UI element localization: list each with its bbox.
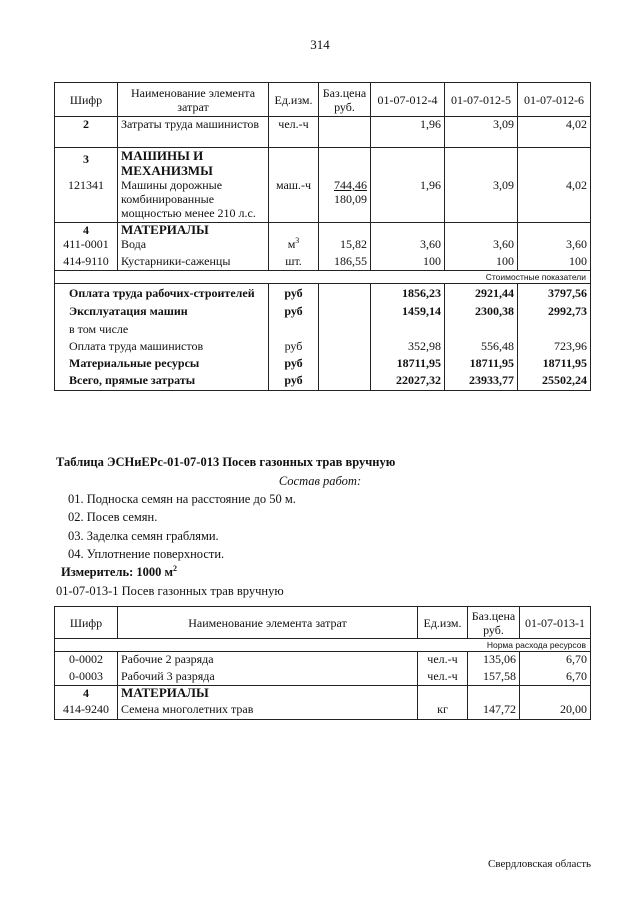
table-row: [55, 669, 591, 686]
summary-row: [55, 300, 591, 320]
cell-value: 3,09: [445, 117, 518, 148]
cell-name: Кустарники-саженцы: [118, 254, 269, 271]
cell-price: 186,55: [319, 254, 371, 271]
cell-name: Вода: [118, 237, 269, 254]
cell-value: 6,70: [520, 669, 591, 686]
cell-value: 100: [371, 254, 445, 271]
summary-row: [55, 356, 591, 373]
table-title: Таблица ЭСНиЕРс-01-07-013 Посев газонных трав вручную: [56, 455, 396, 469]
cell-name: Семена многолетних трав: [118, 702, 418, 720]
cell-price: 135,06: [468, 652, 520, 669]
table-row: [55, 117, 591, 148]
col-header: Шифр: [55, 83, 118, 117]
region-footer: Свердловская область: [488, 858, 592, 870]
col-header: Наименование элемента затрат: [118, 83, 269, 117]
summary-name: Эксплуатация машин: [55, 300, 269, 320]
cell-value: 3,09: [445, 178, 518, 222]
cell-value: 3,60: [371, 237, 445, 254]
summary-name: Оплата труда рабочих-строителей: [55, 284, 269, 301]
cell-unit: чел.-ч: [418, 669, 468, 686]
summary-name: Оплата труда машинистов: [55, 339, 269, 356]
summary-value: 1856,23: [371, 284, 445, 301]
col-header: Наименование элемента затрат: [118, 607, 418, 639]
col-header: 01-07-013-1: [520, 607, 591, 639]
section-row: [55, 686, 591, 702]
table-row: [55, 652, 591, 669]
summary-unit: руб: [269, 356, 319, 373]
cell-unit: $м^3$: [269, 237, 319, 254]
summary-row: [55, 284, 591, 301]
summary-value: 352,98: [371, 339, 445, 356]
summary-unit: руб: [269, 373, 319, 390]
page-number: 314: [310, 37, 330, 52]
col-header: Шифр: [55, 607, 118, 639]
norm-caption: Норма расхода ресурсов: [55, 639, 591, 652]
cell-name: Рабочий 3 разряда: [118, 669, 418, 686]
cost-caption-row: [55, 271, 591, 284]
work-item: 04. Уплотнение поверхности.: [68, 547, 225, 561]
summary-value: 25502,24: [518, 373, 591, 390]
work-item: 03. Заделка семян граблями.: [68, 529, 219, 543]
cell-unit: чел.-ч: [418, 652, 468, 669]
summary-value: 18711,95: [445, 356, 518, 373]
price-top: 744,46: [334, 178, 367, 192]
summary-value: 18711,95: [371, 356, 445, 373]
col-header: Ед.изм.: [269, 83, 319, 117]
cell-unit: кг: [418, 702, 468, 720]
table-header-row: [55, 83, 591, 117]
summary-name: Материальные ресурсы: [55, 356, 269, 373]
cell-unit: чел.-ч: [269, 117, 319, 148]
measure-unit: Измеритель: 1000 $м^2$: [61, 563, 178, 579]
cell-value: 100: [445, 254, 518, 271]
col-header: Баз.цена руб.: [468, 607, 520, 639]
cell-value: 1,96: [371, 178, 445, 222]
summary-value: 23933,77: [445, 373, 518, 390]
cell-price: 157,58: [468, 669, 520, 686]
cell-price: 15,82: [319, 237, 371, 254]
cell-value: 3,60: [445, 237, 518, 254]
summary-value: 2992,73: [518, 300, 591, 320]
work-item: 01. Подноска семян на расстояние до 50 м.: [68, 492, 296, 506]
cell-value: 6,70: [520, 652, 591, 669]
section-code: 4: [55, 222, 118, 237]
table-row: [55, 254, 591, 271]
table-row: [55, 702, 591, 720]
cell-price: [319, 178, 371, 222]
cell-code: 0-0002: [55, 652, 118, 669]
table-row: [55, 178, 591, 222]
summary-name: в том числе: [55, 320, 269, 339]
resource-table-2: [54, 606, 591, 720]
col-header: 01-07-012-6: [518, 83, 591, 117]
section-title: МАШИНЫ И МЕХАНИЗМЫ: [118, 148, 269, 179]
cell-value: 3,60: [518, 237, 591, 254]
table-row: [55, 237, 591, 254]
cell-value: 4,02: [518, 117, 591, 148]
col-header: Баз.цена руб.: [319, 83, 371, 117]
summary-value: 723,96: [518, 339, 591, 356]
col-header: Ед.изм.: [418, 607, 468, 639]
cell-name: Машины дорожные комбинированные мощностью менее 210 л.с.: [118, 178, 269, 222]
cell-code: 414-9110: [55, 254, 118, 271]
price-bottom: 180,09: [334, 192, 367, 206]
summary-value: 1459,14: [371, 300, 445, 320]
section-code: 4: [55, 686, 118, 702]
work-composition-heading: Состав работ:: [278, 474, 362, 488]
norm-caption-row: [55, 639, 591, 652]
summary-value: 2921,44: [445, 284, 518, 301]
summary-unit: руб: [269, 300, 319, 320]
summary-row: [55, 373, 591, 390]
summary-row: [55, 320, 591, 339]
norm-code-line: 01-07-013-1 Посев газонных трав вручную: [56, 584, 284, 598]
col-header: 01-07-012-4: [371, 83, 445, 117]
cost-caption: Стоимостные показатели: [55, 271, 591, 284]
cell-value: 20,00: [520, 702, 591, 720]
summary-unit: руб: [269, 284, 319, 301]
cell-code: 411-0001: [55, 237, 118, 254]
cell-unit: шт.: [269, 254, 319, 271]
cell-code: 121341: [55, 178, 118, 222]
section-row: [55, 222, 591, 237]
cell-value: 4,02: [518, 178, 591, 222]
cell-price: 147,72: [468, 702, 520, 720]
summary-value: 18711,95: [518, 356, 591, 373]
cell-code: 414-9240: [55, 702, 118, 720]
cell-code: 0-0003: [55, 669, 118, 686]
section-title: МАТЕРИАЛЫ: [118, 686, 418, 702]
cell-name: Затраты труда машинистов: [118, 117, 269, 148]
summary-row: [55, 339, 591, 356]
cell-name: Рабочие 2 разряда: [118, 652, 418, 669]
cell-unit: маш.-ч: [269, 178, 319, 222]
cell-value: 100: [518, 254, 591, 271]
resource-table-1: [54, 82, 591, 391]
summary-value: 556,48: [445, 339, 518, 356]
summary-unit: руб: [269, 339, 319, 356]
summary-value: 22027,32: [371, 373, 445, 390]
table-header-row: [55, 607, 591, 639]
col-header: 01-07-012-5: [445, 83, 518, 117]
section-row: [55, 148, 591, 179]
section-title: МАТЕРИАЛЫ: [118, 222, 269, 237]
section-code: 3: [55, 148, 118, 179]
summary-value: 2300,38: [445, 300, 518, 320]
work-item: 02. Посев семян.: [68, 510, 158, 524]
summary-value: 3797,56: [518, 284, 591, 301]
cell-code: 2: [55, 117, 118, 148]
cell-value: 1,96: [371, 117, 445, 148]
summary-name: Всего, прямые затраты: [55, 373, 269, 390]
